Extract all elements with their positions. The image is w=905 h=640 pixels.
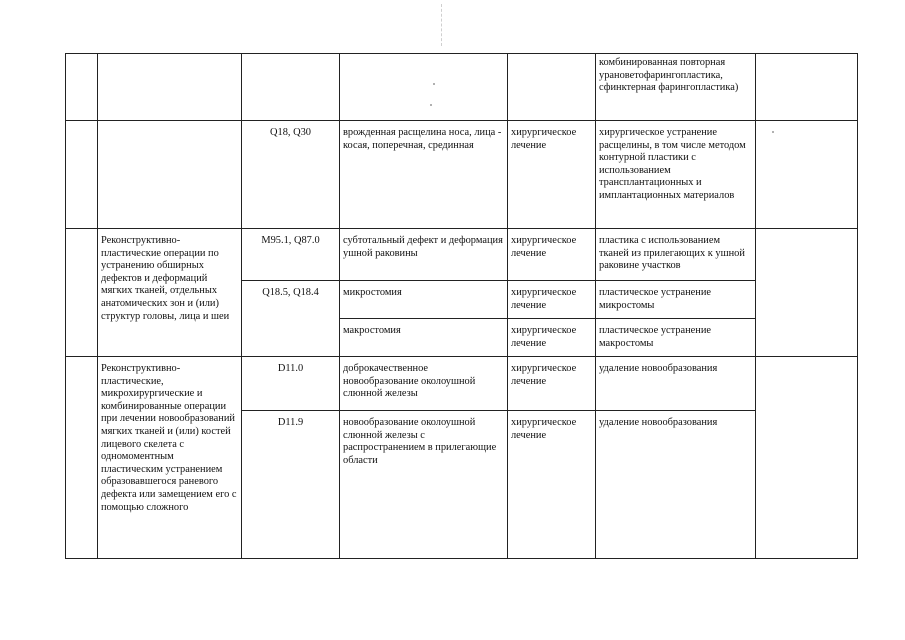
mkb-code-cell: M95.1, Q87.0 bbox=[242, 229, 340, 281]
method-description-cell: удаление новообразования bbox=[596, 357, 756, 411]
diagnosis-cell: новообразование околоушной слюнной железы с распространением в прилегающие области bbox=[340, 411, 508, 559]
cost-cell bbox=[756, 229, 858, 357]
method-name-cell: Реконструктивно-пластические операции по устранению обширных дефектов и деформаций мягких тканей, отдельных анатомических зон и (или) структур головы, лица и шеи bbox=[98, 229, 242, 357]
treatment-type-cell bbox=[508, 54, 596, 121]
mkb-code-cell: D11.9 bbox=[242, 411, 340, 559]
medical-care-table bbox=[65, 53, 858, 559]
treatment-type-cell: хирургическое лечение bbox=[508, 229, 596, 281]
table-row bbox=[66, 54, 858, 121]
row-number-cell bbox=[66, 229, 98, 357]
treatment-type-cell: хирургическое лечение bbox=[508, 357, 596, 411]
table-row bbox=[66, 121, 858, 229]
treatment-type-cell: хирургическое лечение bbox=[508, 411, 596, 559]
method-name-cell: Реконструктивно-пластические, микрохирургические и комбинированные операции при лечении новообразований мягких тканей и (или) костей лицевого скелета с одномоментным пластическим устранением образовавшегося раневого дефекта или замещением его с помощью сложного bbox=[98, 357, 242, 559]
method-description-cell: комбинированная повторная урановетофарингопластика, сфинктерная фарингопластика) bbox=[596, 54, 756, 121]
diagnosis-cell: макростомия bbox=[340, 319, 508, 357]
diagnosis-cell: субтотальный дефект и деформация ушной раковины bbox=[340, 229, 508, 281]
table-row bbox=[66, 229, 858, 281]
diagnosis-cell: доброкачественное новообразование околоушной слюнной железы bbox=[340, 357, 508, 411]
scan-fold-mark bbox=[441, 4, 443, 46]
row-number-cell bbox=[66, 121, 98, 229]
method-description-cell: пластическое устранение макростомы bbox=[596, 319, 756, 357]
treatment-type-cell: хирургическое лечение bbox=[508, 121, 596, 229]
treatment-type-cell: хирургическое лечение bbox=[508, 281, 596, 319]
cost-cell bbox=[756, 54, 858, 121]
method-name-cell bbox=[98, 121, 242, 229]
diagnosis-cell: микростомия bbox=[340, 281, 508, 319]
method-description-cell: хирургическое устранение расщелины, в том числе методом контурной пластики с использованием трансплантационных и имплантационных материалов bbox=[596, 121, 756, 229]
row-number-cell bbox=[66, 357, 98, 559]
row-number-cell bbox=[66, 54, 98, 121]
mkb-code-cell: Q18, Q30 bbox=[242, 121, 340, 229]
method-description-cell: пластическое устранение микростомы bbox=[596, 281, 756, 319]
cost-cell bbox=[756, 357, 858, 559]
mkb-code-cell: D11.0 bbox=[242, 357, 340, 411]
treatment-type-cell: хирургическое лечение bbox=[508, 319, 596, 357]
cost-cell bbox=[756, 121, 858, 229]
method-description-cell: удаление новообразования bbox=[596, 411, 756, 559]
diagnosis-cell bbox=[340, 54, 508, 121]
mkb-code-cell: Q18.5, Q18.4 bbox=[242, 281, 340, 357]
method-description-cell: пластика с использованием тканей из прилегающих к ушной раковине участков bbox=[596, 229, 756, 281]
table-row bbox=[66, 357, 858, 411]
diagnosis-cell: врожденная расщелина носа, лица - косая, поперечная, срединная bbox=[340, 121, 508, 229]
method-name-cell bbox=[98, 54, 242, 121]
mkb-code-cell bbox=[242, 54, 340, 121]
